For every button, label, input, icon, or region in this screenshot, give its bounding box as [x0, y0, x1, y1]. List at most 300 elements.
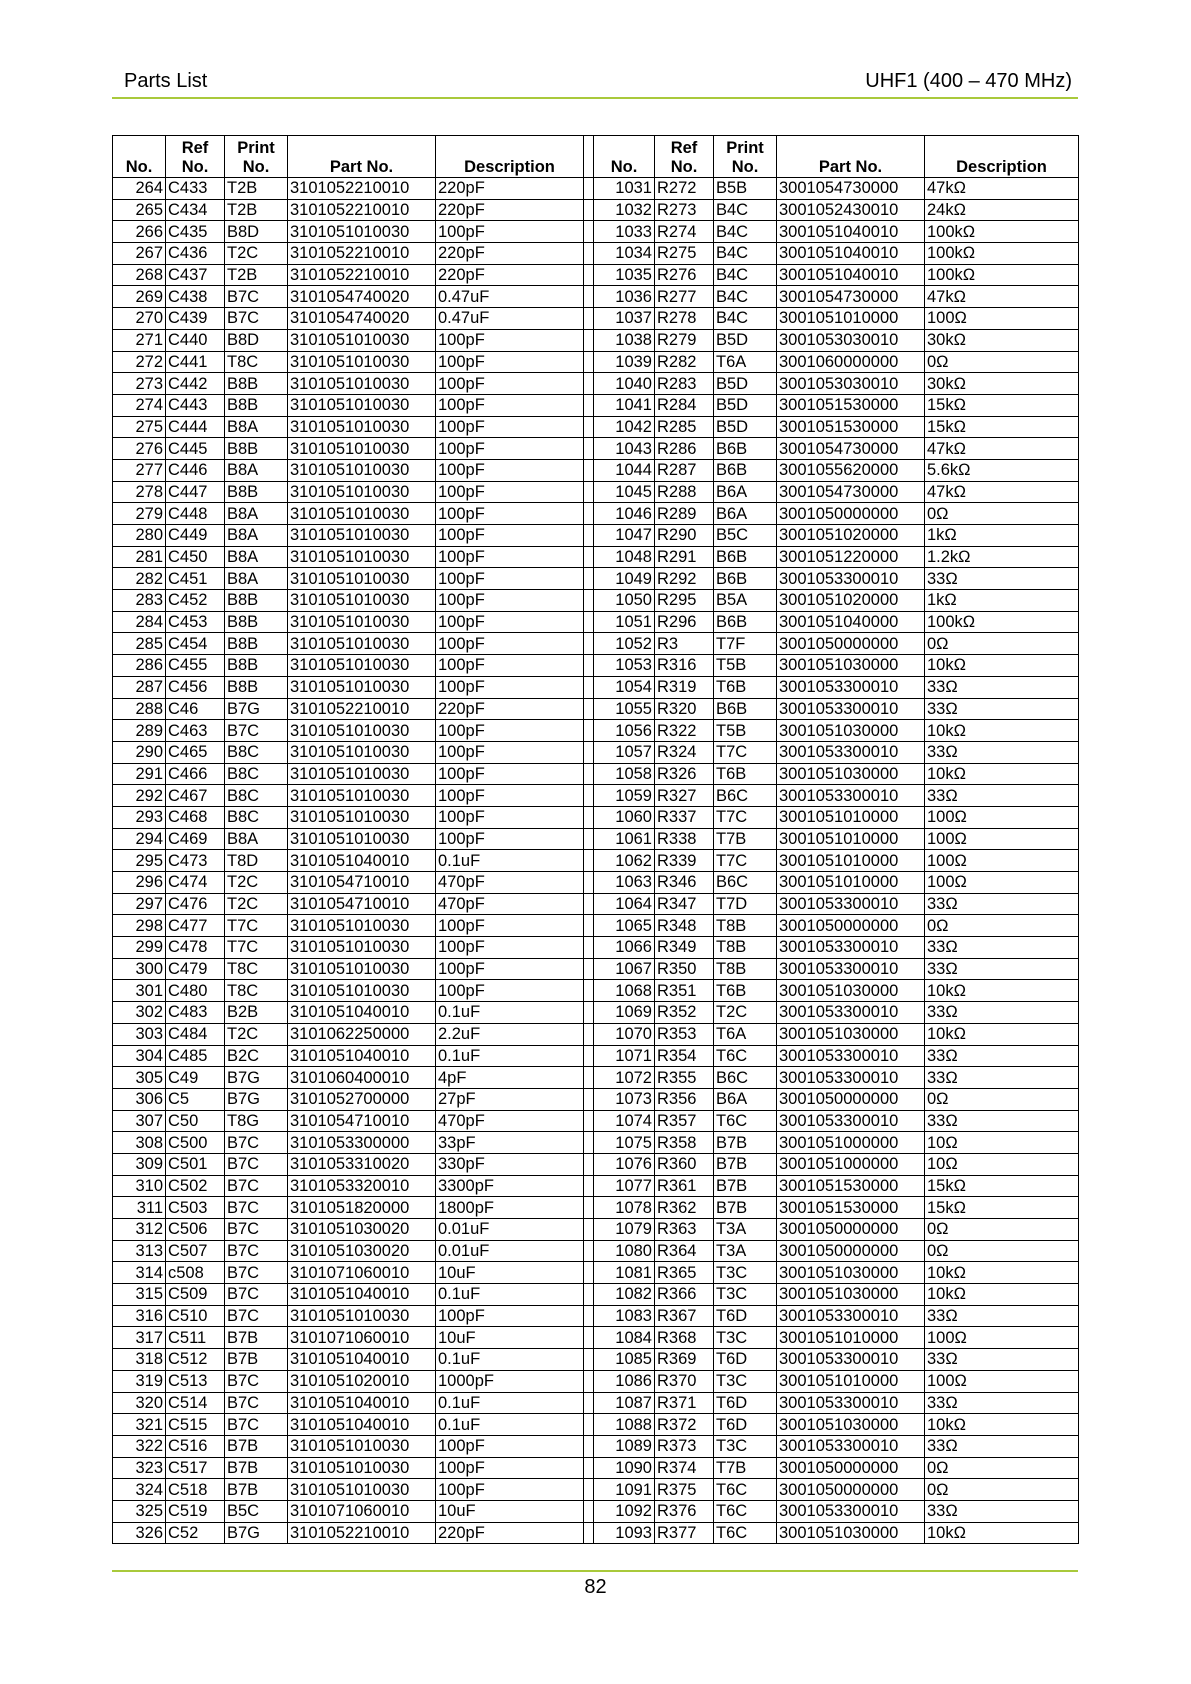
left-partno-cell: 3101053310020	[288, 1153, 436, 1175]
right-no-cell: 1082	[594, 1284, 655, 1306]
column-gap	[584, 915, 594, 937]
right-partno-cell: 3001051030000	[777, 980, 925, 1002]
left-print-cell: B7C	[225, 1240, 288, 1262]
right-print-cell: T6D	[714, 1392, 777, 1414]
column-gap	[584, 1500, 594, 1522]
left-partno-cell: 3101051010030	[288, 828, 436, 850]
left-no-cell: 300	[113, 958, 166, 980]
left-ref-cell: C484	[166, 1023, 225, 1045]
left-partno-cell: 3101051010030	[288, 611, 436, 633]
left-ref-cell: C465	[166, 741, 225, 763]
right-ref-cell: R375	[655, 1479, 714, 1501]
left-description-cell: 100pF	[436, 720, 584, 742]
left-print-cell: T8C	[225, 351, 288, 373]
left-description-cell: 100pF	[436, 416, 584, 438]
left-description-cell: 220pF	[436, 1522, 584, 1544]
page-number: 82	[584, 1576, 607, 1598]
right-partno-cell: 3001060000000	[777, 351, 925, 373]
table-row	[113, 438, 1079, 460]
left-description-cell: 100pF	[436, 763, 584, 785]
right-description-cell: 10kΩ	[925, 1522, 1079, 1544]
right-print-cell: T7C	[714, 741, 777, 763]
right-ref-cell: R370	[655, 1370, 714, 1392]
left-no-cell: 282	[113, 568, 166, 590]
right-print-cell: B5D	[714, 416, 777, 438]
right-print-cell: T6B	[714, 980, 777, 1002]
left-partno-cell: 3101051010030	[288, 915, 436, 937]
right-partno-cell: 3001053300010	[777, 1067, 925, 1089]
right-no-cell: 1071	[594, 1045, 655, 1067]
left-description-cell: 220pF	[436, 178, 584, 200]
left-partno-cell: 3101051010030	[288, 329, 436, 351]
right-ref-cell: R282	[655, 351, 714, 373]
left-description-cell: 27pF	[436, 1088, 584, 1110]
table-row	[113, 741, 1079, 763]
left-description-cell: 100pF	[436, 676, 584, 698]
right-print-cell: T7C	[714, 806, 777, 828]
table-row	[113, 1197, 1079, 1219]
left-ref-cell: C512	[166, 1349, 225, 1371]
right-print-cell: T6B	[714, 763, 777, 785]
right-print-cell: B6B	[714, 611, 777, 633]
left-print-cell: T2C	[225, 893, 288, 915]
table-row	[113, 286, 1079, 308]
header-left-title: Parts List	[124, 70, 208, 92]
col-print-header	[225, 136, 288, 178]
left-print-cell: B8B	[225, 373, 288, 395]
left-partno-cell: 3101051010030	[288, 741, 436, 763]
right-print-cell: T7B	[714, 828, 777, 850]
right-description-cell: 47kΩ	[925, 438, 1079, 460]
col-description-header: Description	[436, 136, 584, 178]
right-description-cell: 33Ω	[925, 1045, 1079, 1067]
right-ref-cell: R288	[655, 481, 714, 503]
table-row	[113, 1219, 1079, 1241]
left-description-cell: 100pF	[436, 351, 584, 373]
column-gap	[584, 937, 594, 959]
left-partno-cell: 3101051040010	[288, 850, 436, 872]
right-description-cell: 0Ω	[925, 351, 1079, 373]
right-ref-cell: R284	[655, 394, 714, 416]
table-row	[113, 525, 1079, 547]
right-description-cell: 1kΩ	[925, 525, 1079, 547]
col-partno-header: Part No.	[288, 136, 436, 178]
left-print-cell: T2B	[225, 264, 288, 286]
right-no-cell: 1086	[594, 1370, 655, 1392]
right-ref-cell: R358	[655, 1132, 714, 1154]
left-description-cell: 100pF	[436, 958, 584, 980]
right-partno-cell: 3001054730000	[777, 286, 925, 308]
right-ref-cell: R287	[655, 459, 714, 481]
left-description-cell: 0.01uF	[436, 1240, 584, 1262]
right-print-cell: B5B	[714, 178, 777, 200]
left-print-cell: B8B	[225, 611, 288, 633]
table-row	[113, 590, 1079, 612]
right-partno-cell: 3001050000000	[777, 1219, 925, 1241]
left-partno-cell: 3101051040010	[288, 1392, 436, 1414]
column-gap	[584, 373, 594, 395]
column-gap	[584, 503, 594, 525]
table-row	[113, 1262, 1079, 1284]
left-ref-cell: C437	[166, 264, 225, 286]
right-partno-cell: 3001053300010	[777, 1045, 925, 1067]
left-no-cell: 293	[113, 806, 166, 828]
table-row	[113, 1067, 1079, 1089]
right-description-cell: 100Ω	[925, 1370, 1079, 1392]
left-print-cell: B7B	[225, 1327, 288, 1349]
right-ref-cell: R360	[655, 1153, 714, 1175]
left-description-cell: 100pF	[436, 980, 584, 1002]
right-description-cell: 24kΩ	[925, 199, 1079, 221]
right-print-cell: B7B	[714, 1197, 777, 1219]
right-partno-cell: 3001053300010	[777, 1002, 925, 1024]
right-no-cell: 1074	[594, 1110, 655, 1132]
right-ref-cell: R373	[655, 1435, 714, 1457]
table-row	[113, 1002, 1079, 1024]
left-print-cell: B8A	[225, 459, 288, 481]
column-gap	[584, 1110, 594, 1132]
right-print-cell: T5B	[714, 720, 777, 742]
left-no-cell: 310	[113, 1175, 166, 1197]
right-ref-cell: R366	[655, 1284, 714, 1306]
left-print-cell: B7C	[225, 308, 288, 330]
right-description-cell: 33Ω	[925, 568, 1079, 590]
column-gap	[584, 980, 594, 1002]
right-partno-cell: 3001051000000	[777, 1153, 925, 1175]
left-partno-cell: 3101053320010	[288, 1175, 436, 1197]
right-print-cell: T6D	[714, 1305, 777, 1327]
left-ref-cell: C438	[166, 286, 225, 308]
left-description-cell: 0.1uF	[436, 1349, 584, 1371]
right-description-cell: 1.2kΩ	[925, 546, 1079, 568]
left-print-cell: T2C	[225, 1023, 288, 1045]
right-description-cell: 0Ω	[925, 1240, 1079, 1262]
right-no-cell: 1065	[594, 915, 655, 937]
right-no-cell: 1040	[594, 373, 655, 395]
left-partno-cell: 3101051010030	[288, 633, 436, 655]
col-ref-line1: Ref	[670, 139, 698, 157]
right-partno-cell: 3001053300010	[777, 741, 925, 763]
left-description-cell: 100pF	[436, 394, 584, 416]
table-row	[113, 937, 1079, 959]
right-print-cell: B4C	[714, 308, 777, 330]
right-description-cell: 10kΩ	[925, 980, 1079, 1002]
right-description-cell: 33Ω	[925, 893, 1079, 915]
left-print-cell: B7C	[225, 1153, 288, 1175]
left-ref-cell: C516	[166, 1435, 225, 1457]
column-gap	[584, 785, 594, 807]
right-print-cell: T7C	[714, 850, 777, 872]
left-description-cell: 100pF	[436, 1479, 584, 1501]
left-print-cell: B2C	[225, 1045, 288, 1067]
right-no-cell: 1034	[594, 243, 655, 265]
right-print-cell: T6A	[714, 1023, 777, 1045]
column-gap	[584, 1262, 594, 1284]
column-gap	[584, 329, 594, 351]
right-ref-cell: R324	[655, 741, 714, 763]
right-description-cell: 0Ω	[925, 503, 1079, 525]
right-description-cell: 47kΩ	[925, 286, 1079, 308]
right-partno-cell: 3001051030000	[777, 1023, 925, 1045]
table-row	[113, 1305, 1079, 1327]
right-no-cell: 1048	[594, 546, 655, 568]
right-partno-cell: 3001051010000	[777, 1370, 925, 1392]
left-print-cell: T2C	[225, 243, 288, 265]
column-gap	[584, 720, 594, 742]
right-print-cell: T3C	[714, 1435, 777, 1457]
right-print-cell: B6A	[714, 481, 777, 503]
left-description-cell: 0.47uF	[436, 308, 584, 330]
column-gap	[584, 763, 594, 785]
table-row	[113, 459, 1079, 481]
right-no-cell: 1036	[594, 286, 655, 308]
left-print-cell: B7B	[225, 1457, 288, 1479]
right-description-cell: 100kΩ	[925, 264, 1079, 286]
right-partno-cell: 3001053300010	[777, 785, 925, 807]
right-print-cell: T6C	[714, 1500, 777, 1522]
right-description-cell: 10kΩ	[925, 1262, 1079, 1284]
right-no-cell: 1060	[594, 806, 655, 828]
left-ref-cell: C476	[166, 893, 225, 915]
left-print-cell: B7G	[225, 1088, 288, 1110]
column-gap	[584, 1392, 594, 1414]
right-print-cell: B6A	[714, 503, 777, 525]
right-ref-cell: R290	[655, 525, 714, 547]
left-print-cell: B8A	[225, 828, 288, 850]
column-gap	[584, 1284, 594, 1306]
right-print-cell: B5D	[714, 329, 777, 351]
left-no-cell: 266	[113, 221, 166, 243]
right-print-cell: B4C	[714, 286, 777, 308]
left-ref-cell: C450	[166, 546, 225, 568]
right-print-cell: T6D	[714, 1349, 777, 1371]
right-description-cell: 33Ω	[925, 958, 1079, 980]
left-description-cell: 100pF	[436, 741, 584, 763]
table-row	[113, 806, 1079, 828]
right-description-cell: 10kΩ	[925, 1284, 1079, 1306]
left-description-cell: 100pF	[436, 785, 584, 807]
right-description-cell: 0Ω	[925, 633, 1079, 655]
left-no-cell: 287	[113, 676, 166, 698]
left-no-cell: 277	[113, 459, 166, 481]
left-description-cell: 100pF	[436, 329, 584, 351]
left-description-cell: 220pF	[436, 264, 584, 286]
right-partno-cell: 3001051010000	[777, 806, 925, 828]
right-partno-cell: 3001050000000	[777, 1457, 925, 1479]
left-ref-cell: C518	[166, 1479, 225, 1501]
right-print-cell: B7B	[714, 1175, 777, 1197]
left-no-cell: 305	[113, 1067, 166, 1089]
left-no-cell: 299	[113, 937, 166, 959]
column-gap	[584, 590, 594, 612]
left-description-cell: 100pF	[436, 590, 584, 612]
right-ref-cell: R371	[655, 1392, 714, 1414]
left-print-cell: B8C	[225, 785, 288, 807]
right-ref-cell: R296	[655, 611, 714, 633]
right-no-cell: 1080	[594, 1240, 655, 1262]
left-no-cell: 290	[113, 741, 166, 763]
left-ref-cell: C442	[166, 373, 225, 395]
left-print-cell: B7C	[225, 1284, 288, 1306]
column-gap	[584, 676, 594, 698]
left-print-cell: B8C	[225, 763, 288, 785]
left-description-cell: 10uF	[436, 1500, 584, 1522]
left-ref-cell: C439	[166, 308, 225, 330]
right-description-cell: 10kΩ	[925, 655, 1079, 677]
right-partno-cell: 3001054730000	[777, 438, 925, 460]
left-partno-cell: 3101054740020	[288, 286, 436, 308]
right-description-cell: 100Ω	[925, 308, 1079, 330]
left-description-cell: 100pF	[436, 806, 584, 828]
table-row	[113, 1349, 1079, 1371]
left-ref-cell: C456	[166, 676, 225, 698]
right-no-cell: 1039	[594, 351, 655, 373]
left-no-cell: 316	[113, 1305, 166, 1327]
right-no-cell: 1064	[594, 893, 655, 915]
table-row	[113, 221, 1079, 243]
left-description-cell: 1800pF	[436, 1197, 584, 1219]
right-no-cell: 1068	[594, 980, 655, 1002]
right-ref-cell: R377	[655, 1522, 714, 1544]
left-print-cell: B2B	[225, 1002, 288, 1024]
right-no-cell: 1046	[594, 503, 655, 525]
right-print-cell: T7D	[714, 893, 777, 915]
column-gap	[584, 308, 594, 330]
right-partno-cell: 3001053030010	[777, 329, 925, 351]
right-print-cell: B4C	[714, 221, 777, 243]
right-print-cell: T2C	[714, 1002, 777, 1024]
column-gap	[584, 546, 594, 568]
right-no-cell: 1066	[594, 937, 655, 959]
left-description-cell: 100pF	[436, 1435, 584, 1457]
right-print-cell: T6C	[714, 1522, 777, 1544]
right-ref-cell: R347	[655, 893, 714, 915]
right-print-cell: T3C	[714, 1327, 777, 1349]
left-description-cell: 100pF	[436, 221, 584, 243]
table-row	[113, 1435, 1079, 1457]
table-row	[113, 633, 1079, 655]
right-ref-cell: R353	[655, 1023, 714, 1045]
right-ref-cell: R338	[655, 828, 714, 850]
right-description-cell: 0Ω	[925, 1088, 1079, 1110]
left-description-cell: 100pF	[436, 633, 584, 655]
right-print-cell: B4C	[714, 199, 777, 221]
left-print-cell: B7C	[225, 1132, 288, 1154]
left-partno-cell: 3101051010030	[288, 676, 436, 698]
right-print-cell: T3A	[714, 1240, 777, 1262]
right-ref-cell: R367	[655, 1305, 714, 1327]
left-partno-cell: 3101051010030	[288, 590, 436, 612]
right-print-cell: T7B	[714, 1457, 777, 1479]
table-row	[113, 1522, 1079, 1544]
left-ref-cell: C46	[166, 698, 225, 720]
left-partno-cell: 3101054740020	[288, 308, 436, 330]
right-ref-cell: R289	[655, 503, 714, 525]
left-ref-cell: C49	[166, 1067, 225, 1089]
left-description-cell: 10uF	[436, 1262, 584, 1284]
left-print-cell: T8C	[225, 980, 288, 1002]
right-no-cell: 1083	[594, 1305, 655, 1327]
right-description-cell: 33Ω	[925, 698, 1079, 720]
right-ref-cell: R351	[655, 980, 714, 1002]
left-partno-cell: 3101051010030	[288, 1457, 436, 1479]
left-print-cell: B8B	[225, 438, 288, 460]
col-ref-header	[655, 136, 714, 178]
left-description-cell: 470pF	[436, 1110, 584, 1132]
right-description-cell: 10kΩ	[925, 1023, 1079, 1045]
right-ref-cell: R364	[655, 1240, 714, 1262]
right-partno-cell: 3001051040010	[777, 264, 925, 286]
table-row	[113, 1479, 1079, 1501]
right-description-cell: 0Ω	[925, 1457, 1079, 1479]
left-partno-cell: 3101051020010	[288, 1370, 436, 1392]
column-gap	[584, 1370, 594, 1392]
column-gap	[584, 806, 594, 828]
right-description-cell: 10kΩ	[925, 1414, 1079, 1436]
right-no-cell: 1047	[594, 525, 655, 547]
column-gap	[584, 633, 594, 655]
col-no-header: No.	[594, 136, 655, 178]
left-no-cell: 309	[113, 1153, 166, 1175]
right-ref-cell: R316	[655, 655, 714, 677]
left-ref-cell: C506	[166, 1219, 225, 1241]
table-row	[113, 980, 1079, 1002]
parts-table-body	[113, 178, 1079, 1544]
left-print-cell: B5C	[225, 1500, 288, 1522]
right-print-cell: B5D	[714, 394, 777, 416]
column-gap	[584, 1435, 594, 1457]
right-partno-cell: 3001051010000	[777, 850, 925, 872]
right-description-cell: 100Ω	[925, 872, 1079, 894]
right-no-cell: 1037	[594, 308, 655, 330]
right-no-cell: 1072	[594, 1067, 655, 1089]
right-partno-cell: 3001053300010	[777, 1435, 925, 1457]
right-ref-cell: R376	[655, 1500, 714, 1522]
right-ref-cell: R337	[655, 806, 714, 828]
left-description-cell: 0.01uF	[436, 1219, 584, 1241]
left-no-cell: 321	[113, 1414, 166, 1436]
right-print-cell: B7B	[714, 1153, 777, 1175]
left-print-cell: B8B	[225, 676, 288, 698]
left-no-cell: 295	[113, 850, 166, 872]
left-print-cell: B7C	[225, 1414, 288, 1436]
right-ref-cell: R3	[655, 633, 714, 655]
right-no-cell: 1038	[594, 329, 655, 351]
right-partno-cell: 3001051040010	[777, 243, 925, 265]
right-description-cell: 0Ω	[925, 915, 1079, 937]
right-description-cell: 33Ω	[925, 785, 1079, 807]
left-ref-cell: C435	[166, 221, 225, 243]
right-partno-cell: 3001050000000	[777, 1479, 925, 1501]
left-no-cell: 289	[113, 720, 166, 742]
right-description-cell: 33Ω	[925, 1392, 1079, 1414]
header-rule	[112, 97, 1078, 99]
left-partno-cell: 3101071060010	[288, 1500, 436, 1522]
left-no-cell: 270	[113, 308, 166, 330]
left-ref-cell: C477	[166, 915, 225, 937]
right-no-cell: 1049	[594, 568, 655, 590]
left-print-cell: B8A	[225, 525, 288, 547]
right-no-cell: 1085	[594, 1349, 655, 1371]
col-ref-header	[166, 136, 225, 178]
left-print-cell: B8D	[225, 329, 288, 351]
right-ref-cell: R273	[655, 199, 714, 221]
column-gap	[584, 199, 594, 221]
column-gap	[584, 525, 594, 547]
left-no-cell: 288	[113, 698, 166, 720]
left-partno-cell: 3101051010030	[288, 546, 436, 568]
left-description-cell: 470pF	[436, 872, 584, 894]
